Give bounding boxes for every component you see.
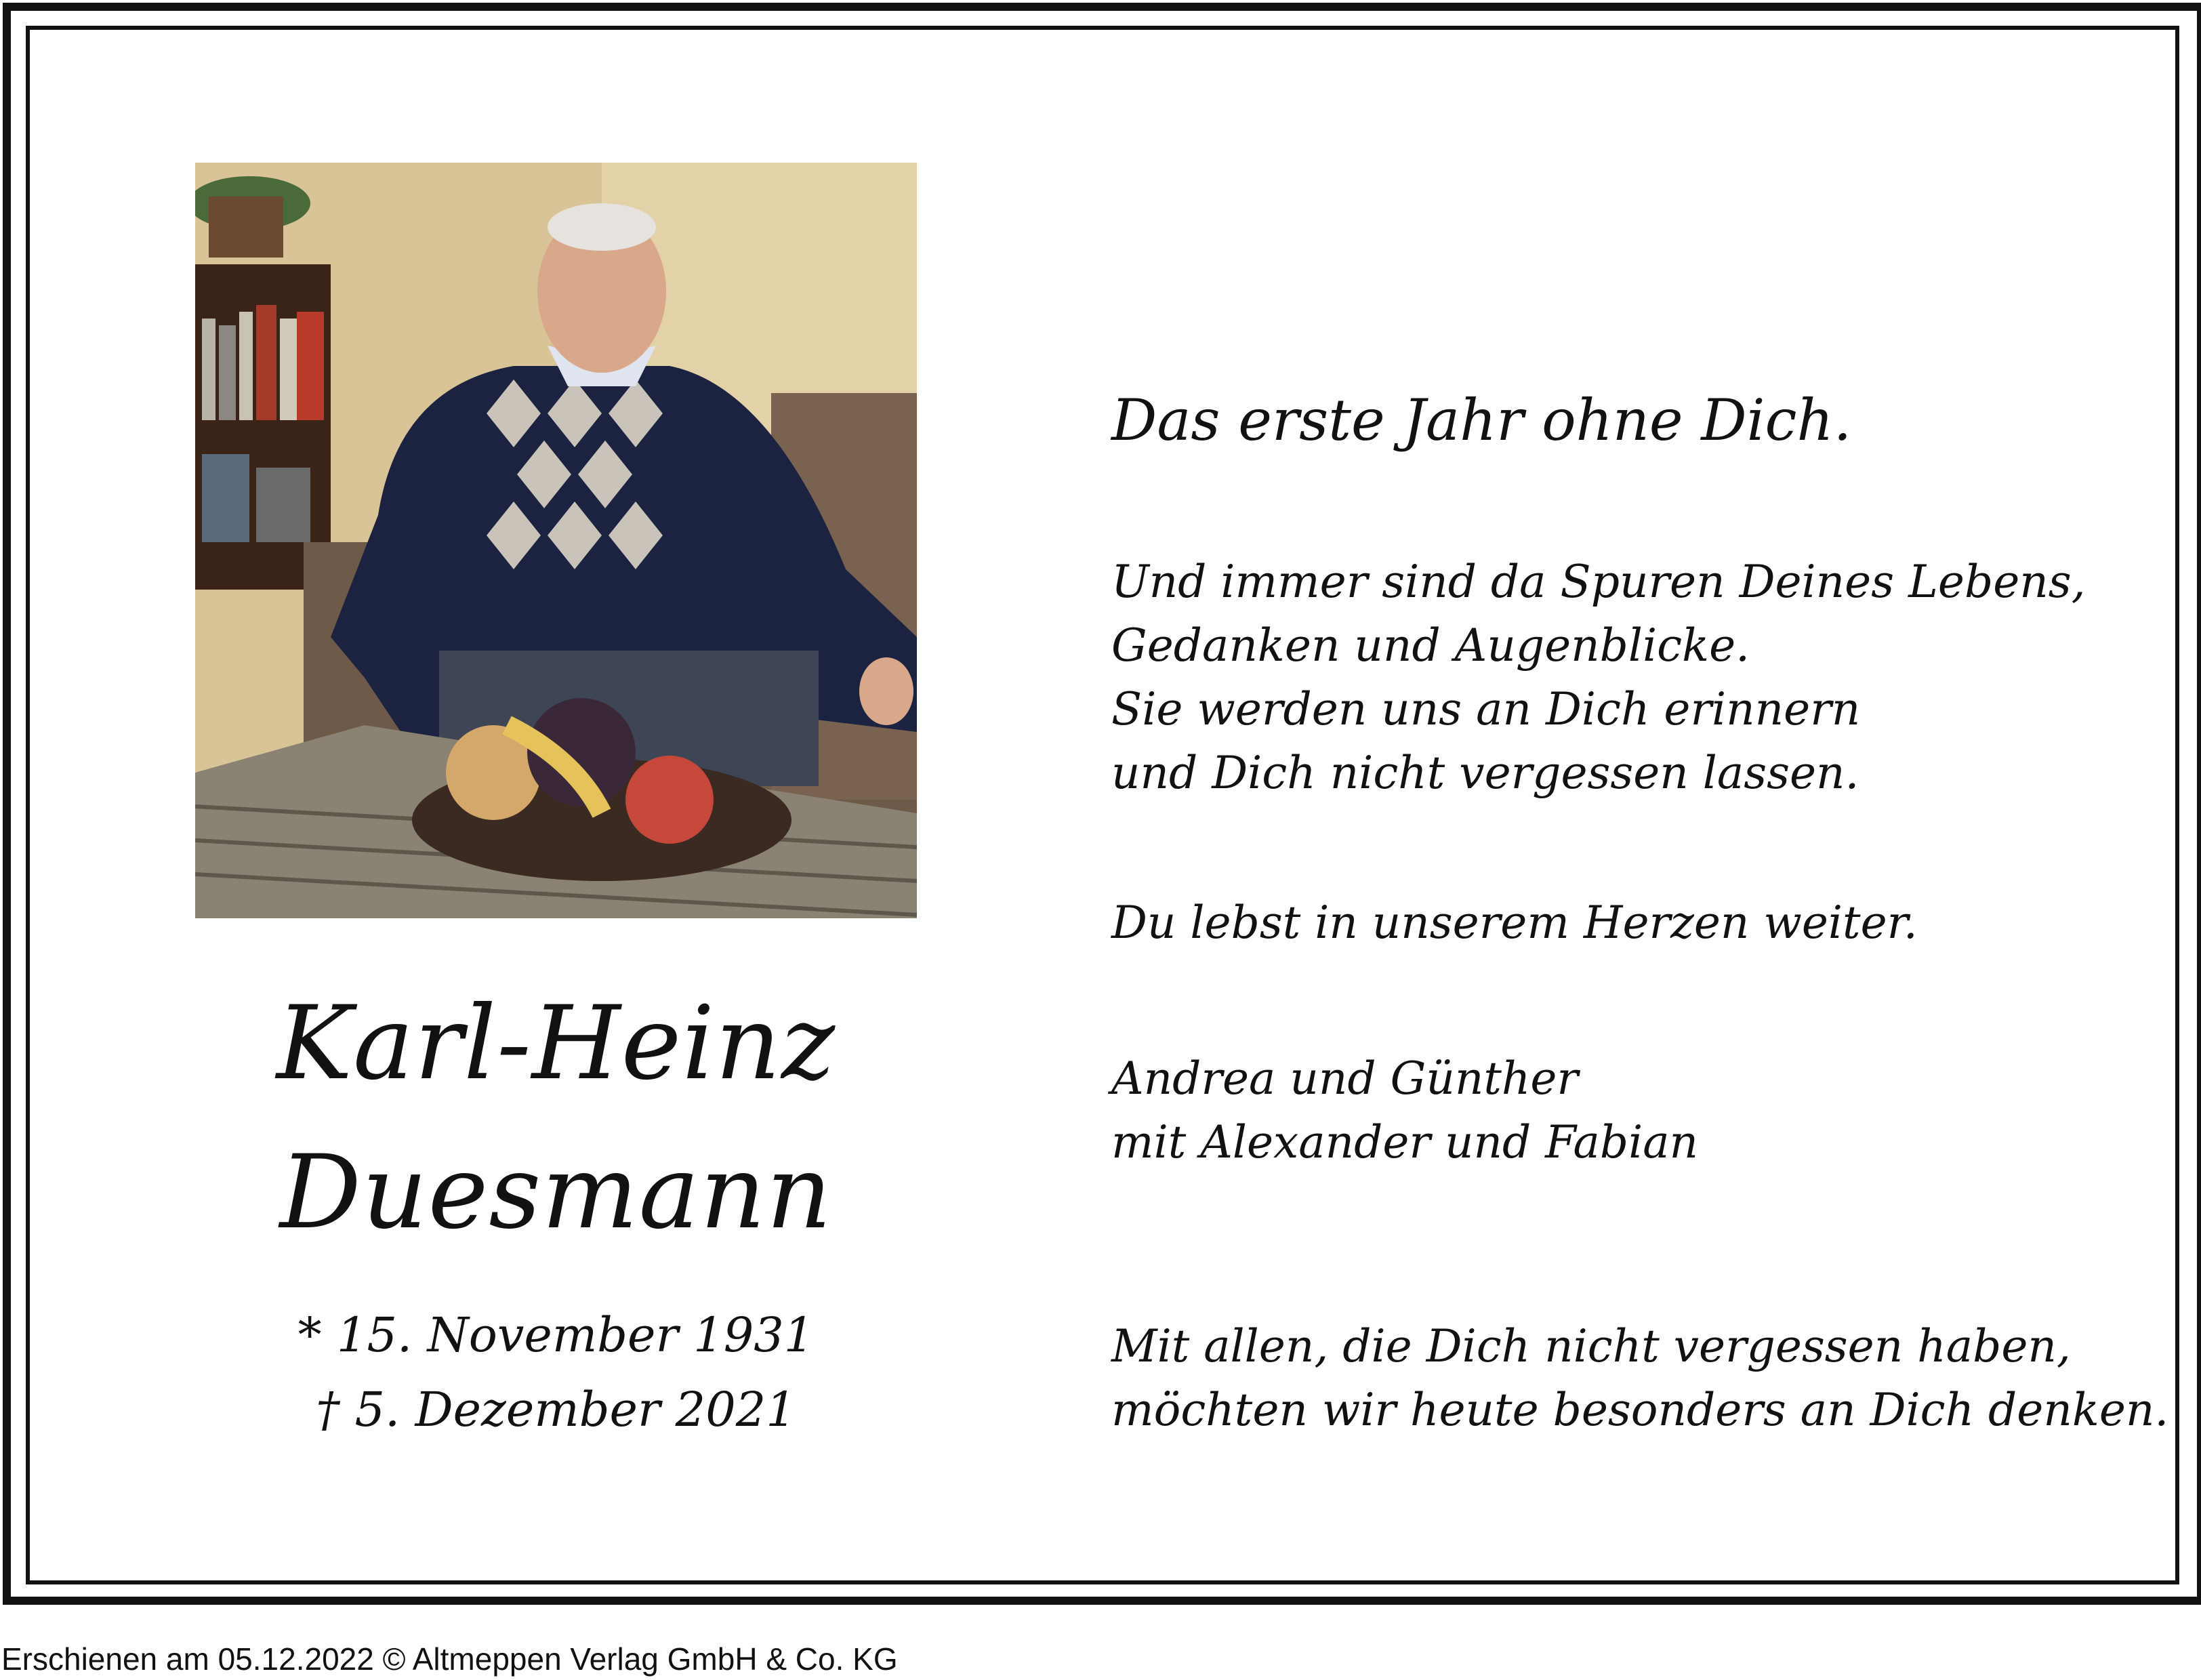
verse-line: Gedanken und Augenblicke. (1111, 619, 1750, 672)
headline: Das erste Jahr ohne Dich. (1111, 387, 1852, 453)
verse-line: Sie werden uns an Dich erinnern (1111, 683, 1861, 735)
verse-line: Und immer sind da Spuren Deines Lebens, (1111, 556, 2086, 608)
birth-date: * 15. November 1931 (297, 1307, 815, 1363)
family-line: mit Alexander und Fabian (1111, 1116, 1699, 1168)
family-line: Andrea und Günther (1111, 1052, 1578, 1105)
publication-note: Erschienen am 05.12.2022 © Altmeppen Verlag GmbH & Co. KG (1, 1641, 898, 1677)
death-date: † 5. Dezember 2021 (316, 1382, 796, 1437)
verse-line: und Dich nicht vergessen lassen. (1111, 747, 1859, 799)
deceased-last-name: Duesmann (279, 1134, 833, 1252)
portrait-photo-icon (195, 163, 917, 918)
closing-line: Mit allen, die Dich nicht vergessen haben, (1111, 1320, 2071, 1372)
deceased-first-name: Karl-Heinz (276, 985, 836, 1103)
heart-line: Du lebst in unserem Herzen weiter. (1111, 897, 1918, 949)
portrait-photo (195, 163, 917, 918)
closing-line: möchten wir heute besonders an Dich denken. (1111, 1384, 2169, 1436)
